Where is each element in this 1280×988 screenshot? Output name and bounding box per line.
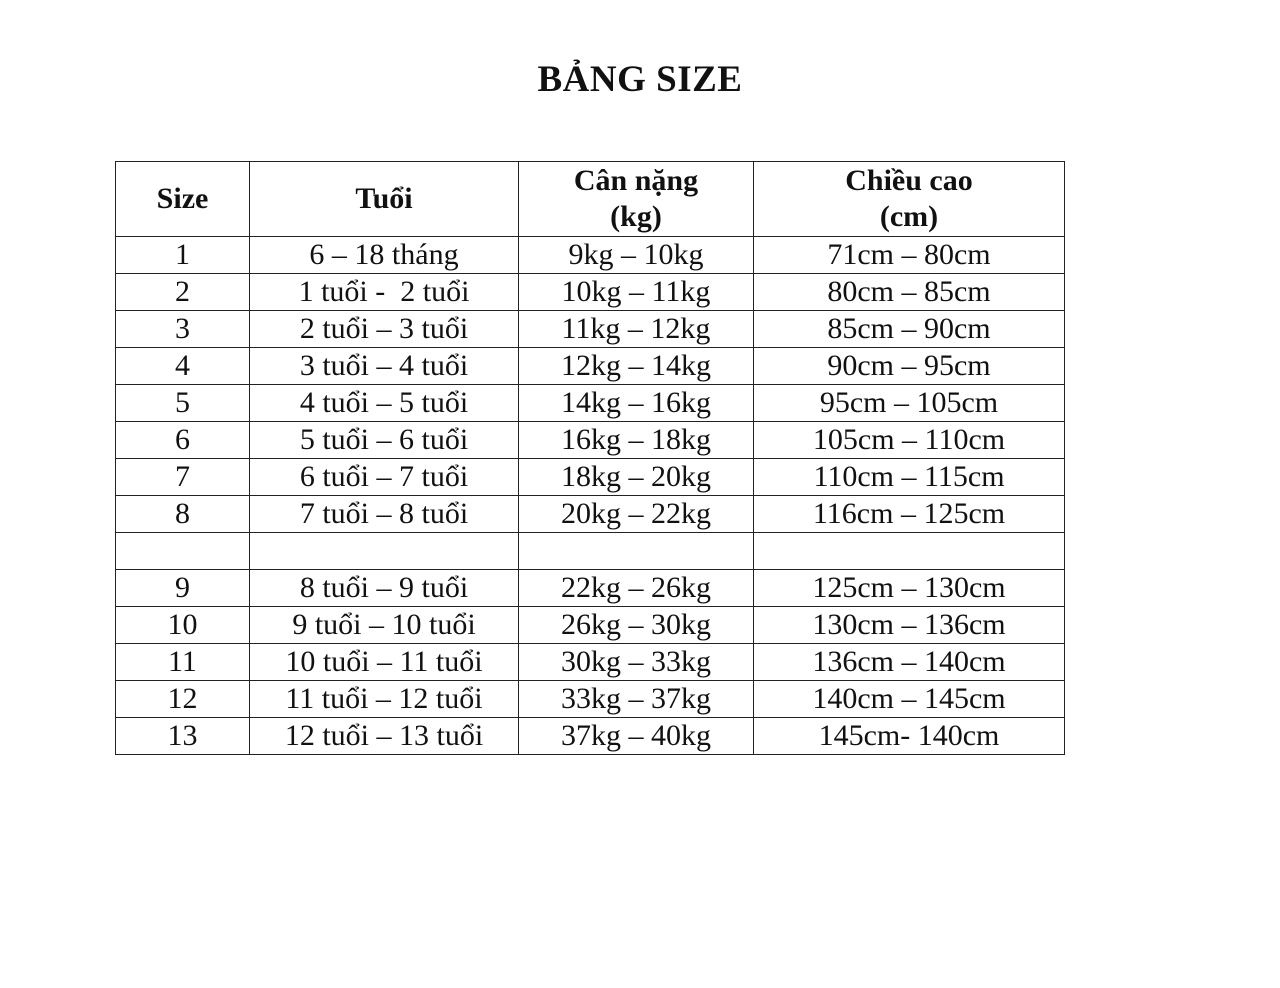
cell-age: 1 tuổi - 2 tuổi <box>250 274 519 311</box>
cell-height: 95cm – 105cm <box>754 385 1065 422</box>
cell-size: 7 <box>116 459 250 496</box>
cell-weight: 16kg – 18kg <box>519 422 754 459</box>
cell-size: 3 <box>116 311 250 348</box>
cell-size: 6 <box>116 422 250 459</box>
cell-height <box>754 533 1065 570</box>
cell-height: 71cm – 80cm <box>754 237 1065 274</box>
cell-height: 125cm – 130cm <box>754 570 1065 607</box>
cell-size <box>116 533 250 570</box>
cell-height: 145cm- 140cm <box>754 718 1065 755</box>
cell-weight: 10kg – 11kg <box>519 274 754 311</box>
cell-height: 85cm – 90cm <box>754 311 1065 348</box>
table-row <box>116 607 1065 644</box>
cell-age: 6 – 18 tháng <box>250 237 519 274</box>
header-height: Chiều cao (cm) <box>754 162 1065 237</box>
table-row <box>116 459 1065 496</box>
cell-size: 8 <box>116 496 250 533</box>
table-row <box>116 644 1065 681</box>
cell-height: 80cm – 85cm <box>754 274 1065 311</box>
header-size: Size <box>116 162 250 237</box>
cell-age: 12 tuổi – 13 tuổi <box>250 718 519 755</box>
table-row <box>116 385 1065 422</box>
cell-age: 8 tuổi – 9 tuổi <box>250 570 519 607</box>
cell-weight: 30kg – 33kg <box>519 644 754 681</box>
cell-size: 5 <box>116 385 250 422</box>
table-row-empty <box>116 533 1065 570</box>
cell-size: 11 <box>116 644 250 681</box>
cell-age: 7 tuổi – 8 tuổi <box>250 496 519 533</box>
table-row <box>116 274 1065 311</box>
cell-weight: 18kg – 20kg <box>519 459 754 496</box>
size-table <box>115 161 1065 755</box>
cell-size: 4 <box>116 348 250 385</box>
cell-age: 6 tuổi – 7 tuổi <box>250 459 519 496</box>
cell-weight: 37kg – 40kg <box>519 718 754 755</box>
cell-height: 90cm – 95cm <box>754 348 1065 385</box>
table-row <box>116 718 1065 755</box>
cell-weight: 22kg – 26kg <box>519 570 754 607</box>
cell-size: 1 <box>116 237 250 274</box>
cell-size: 2 <box>116 274 250 311</box>
cell-height: 140cm – 145cm <box>754 681 1065 718</box>
cell-height: 130cm – 136cm <box>754 607 1065 644</box>
cell-age: 11 tuổi – 12 tuổi <box>250 681 519 718</box>
cell-weight: 20kg – 22kg <box>519 496 754 533</box>
cell-height: 110cm – 115cm <box>754 459 1065 496</box>
table-row <box>116 422 1065 459</box>
table-row <box>116 681 1065 718</box>
cell-size: 13 <box>116 718 250 755</box>
cell-age: 4 tuổi – 5 tuổi <box>250 385 519 422</box>
cell-weight: 26kg – 30kg <box>519 607 754 644</box>
header-row <box>116 162 1065 237</box>
cell-height: 105cm – 110cm <box>754 422 1065 459</box>
cell-age: 2 tuổi – 3 tuổi <box>250 311 519 348</box>
cell-size: 9 <box>116 570 250 607</box>
cell-weight: 33kg – 37kg <box>519 681 754 718</box>
cell-height: 136cm – 140cm <box>754 644 1065 681</box>
cell-height: 116cm – 125cm <box>754 496 1065 533</box>
header-age: Tuổi <box>250 162 519 237</box>
cell-size: 10 <box>116 607 250 644</box>
table-row <box>116 348 1065 385</box>
header-weight: Cân nặng (kg) <box>519 162 754 237</box>
cell-weight: 9kg – 10kg <box>519 237 754 274</box>
table-row <box>116 311 1065 348</box>
table-row <box>116 570 1065 607</box>
cell-weight <box>519 533 754 570</box>
cell-age: 10 tuổi – 11 tuổi <box>250 644 519 681</box>
page-title: BẢNG SIZE <box>537 59 743 100</box>
cell-age: 5 tuổi – 6 tuổi <box>250 422 519 459</box>
cell-age: 9 tuổi – 10 tuổi <box>250 607 519 644</box>
cell-weight: 14kg – 16kg <box>519 385 754 422</box>
cell-weight: 12kg – 14kg <box>519 348 754 385</box>
cell-age: 3 tuổi – 4 tuổi <box>250 348 519 385</box>
table-row <box>116 237 1065 274</box>
table-row <box>116 496 1065 533</box>
cell-size: 12 <box>116 681 250 718</box>
cell-weight: 11kg – 12kg <box>519 311 754 348</box>
cell-age <box>250 533 519 570</box>
